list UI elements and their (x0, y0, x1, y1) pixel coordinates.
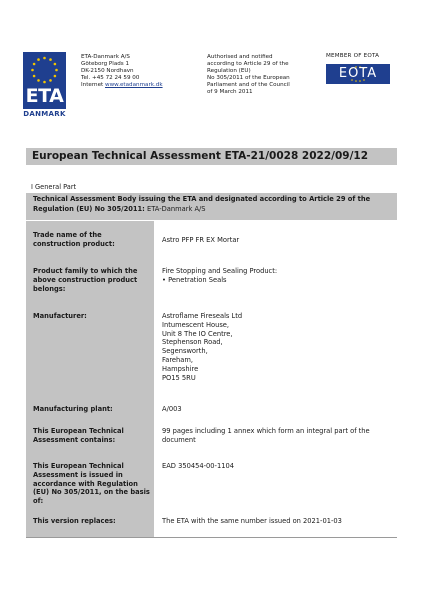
logo-eta-text: ETA (25, 85, 64, 107)
address-line: Göteborg Plads 1 (81, 61, 130, 67)
contents-value (162, 427, 398, 445)
value-line: Hampshire (162, 364, 199, 373)
authorisation-line: No 305/2011 of the European (207, 75, 290, 81)
value-line: Fire Stopping and Sealing Product: (162, 267, 278, 275)
authorisation-line: of 9 March 2011 (207, 89, 253, 95)
value-line: Astro PFP FR EX Mortar (162, 236, 240, 244)
value-line: Fareham, (162, 355, 194, 364)
value-line: Stephenson Road, (162, 338, 223, 347)
assessment-body-label: Technical Assessment Body issuing the ETA and designated according to Article 29 of the Regulation (EU) No 305/2011: (33, 195, 371, 213)
value-line: 99 pages including 1 annex which form an integral part of the document (162, 427, 370, 444)
logo-danmark-text: DANMARK (23, 110, 66, 118)
contents-label: This European Technical Assessment contains: (33, 427, 124, 444)
authorisation-block (207, 54, 290, 96)
manufacturing-plant-label: Manufacturing plant: (33, 405, 113, 413)
authorisation-line: Authorised and notified (207, 54, 273, 60)
member-caption: MEMBER OF EOTA (326, 53, 380, 59)
authorisation-line: Regulation (EU) (207, 68, 251, 74)
trade-name-label: Trade name of the construction product: (33, 231, 115, 248)
value-line: Intumescent House, (162, 320, 230, 329)
website-link[interactable]: www.etadanmark.dk (105, 82, 163, 88)
eota-logo-text: EOTA (338, 66, 378, 81)
address-line: ETA-Danmark A/S (81, 54, 130, 60)
table-bottom-rule (26, 537, 397, 538)
address-line: Tel. +45 72 24 59 00 (81, 75, 140, 81)
part-label: I General Part (31, 183, 77, 191)
address-block (81, 54, 163, 89)
trade-name-value (162, 236, 398, 245)
internet-line (81, 82, 163, 89)
title-bar (26, 148, 397, 165)
value-line: A/003 (162, 405, 182, 413)
value-line: EAD 350454-00-1104 (162, 462, 234, 470)
replaces-label: This version replaces: (33, 517, 116, 525)
value-line: Unit 8 The IO Centre, (162, 329, 233, 338)
manufacturer-value (162, 312, 398, 382)
value-line: The ETA with the same number issued on 2021-01-03 (162, 517, 342, 525)
document-title: European Technical Assessment ETA-21/0028 2022/09/12 (32, 150, 369, 162)
value-line: Segensworth, (162, 347, 208, 356)
product-family-label: Product family to which the above construction product belongs: (33, 267, 138, 293)
authorisation-line: Parliament and of the Council (207, 82, 290, 88)
replaces-value (162, 517, 398, 526)
product-family-value (162, 267, 398, 285)
basis-value (162, 462, 398, 471)
value-line: • Penetration Seals (162, 275, 227, 284)
eota-logo (326, 64, 390, 84)
basis-label: This European Technical Assessment is issued in accordance with Regulation (EU) No 305/2011, on the basis of: (33, 462, 150, 506)
value-line: PO15 5RU (162, 373, 196, 382)
value-line: Astroflame Fireseals Ltd (162, 312, 243, 320)
assessment-body-text (33, 195, 393, 214)
manufacturing-plant-value (162, 405, 398, 414)
internet-label: Internet (81, 82, 105, 88)
manufacturer-label: Manufacturer: (33, 312, 87, 320)
assessment-body-value: ETA-Danmark A/S (144, 204, 206, 213)
authorisation-line: according to Article 29 of the (207, 61, 289, 67)
eta-danmark-logo (23, 52, 66, 120)
address-line: DK-2150 Nordhavn (81, 68, 134, 74)
assessment-body-header (26, 193, 397, 220)
